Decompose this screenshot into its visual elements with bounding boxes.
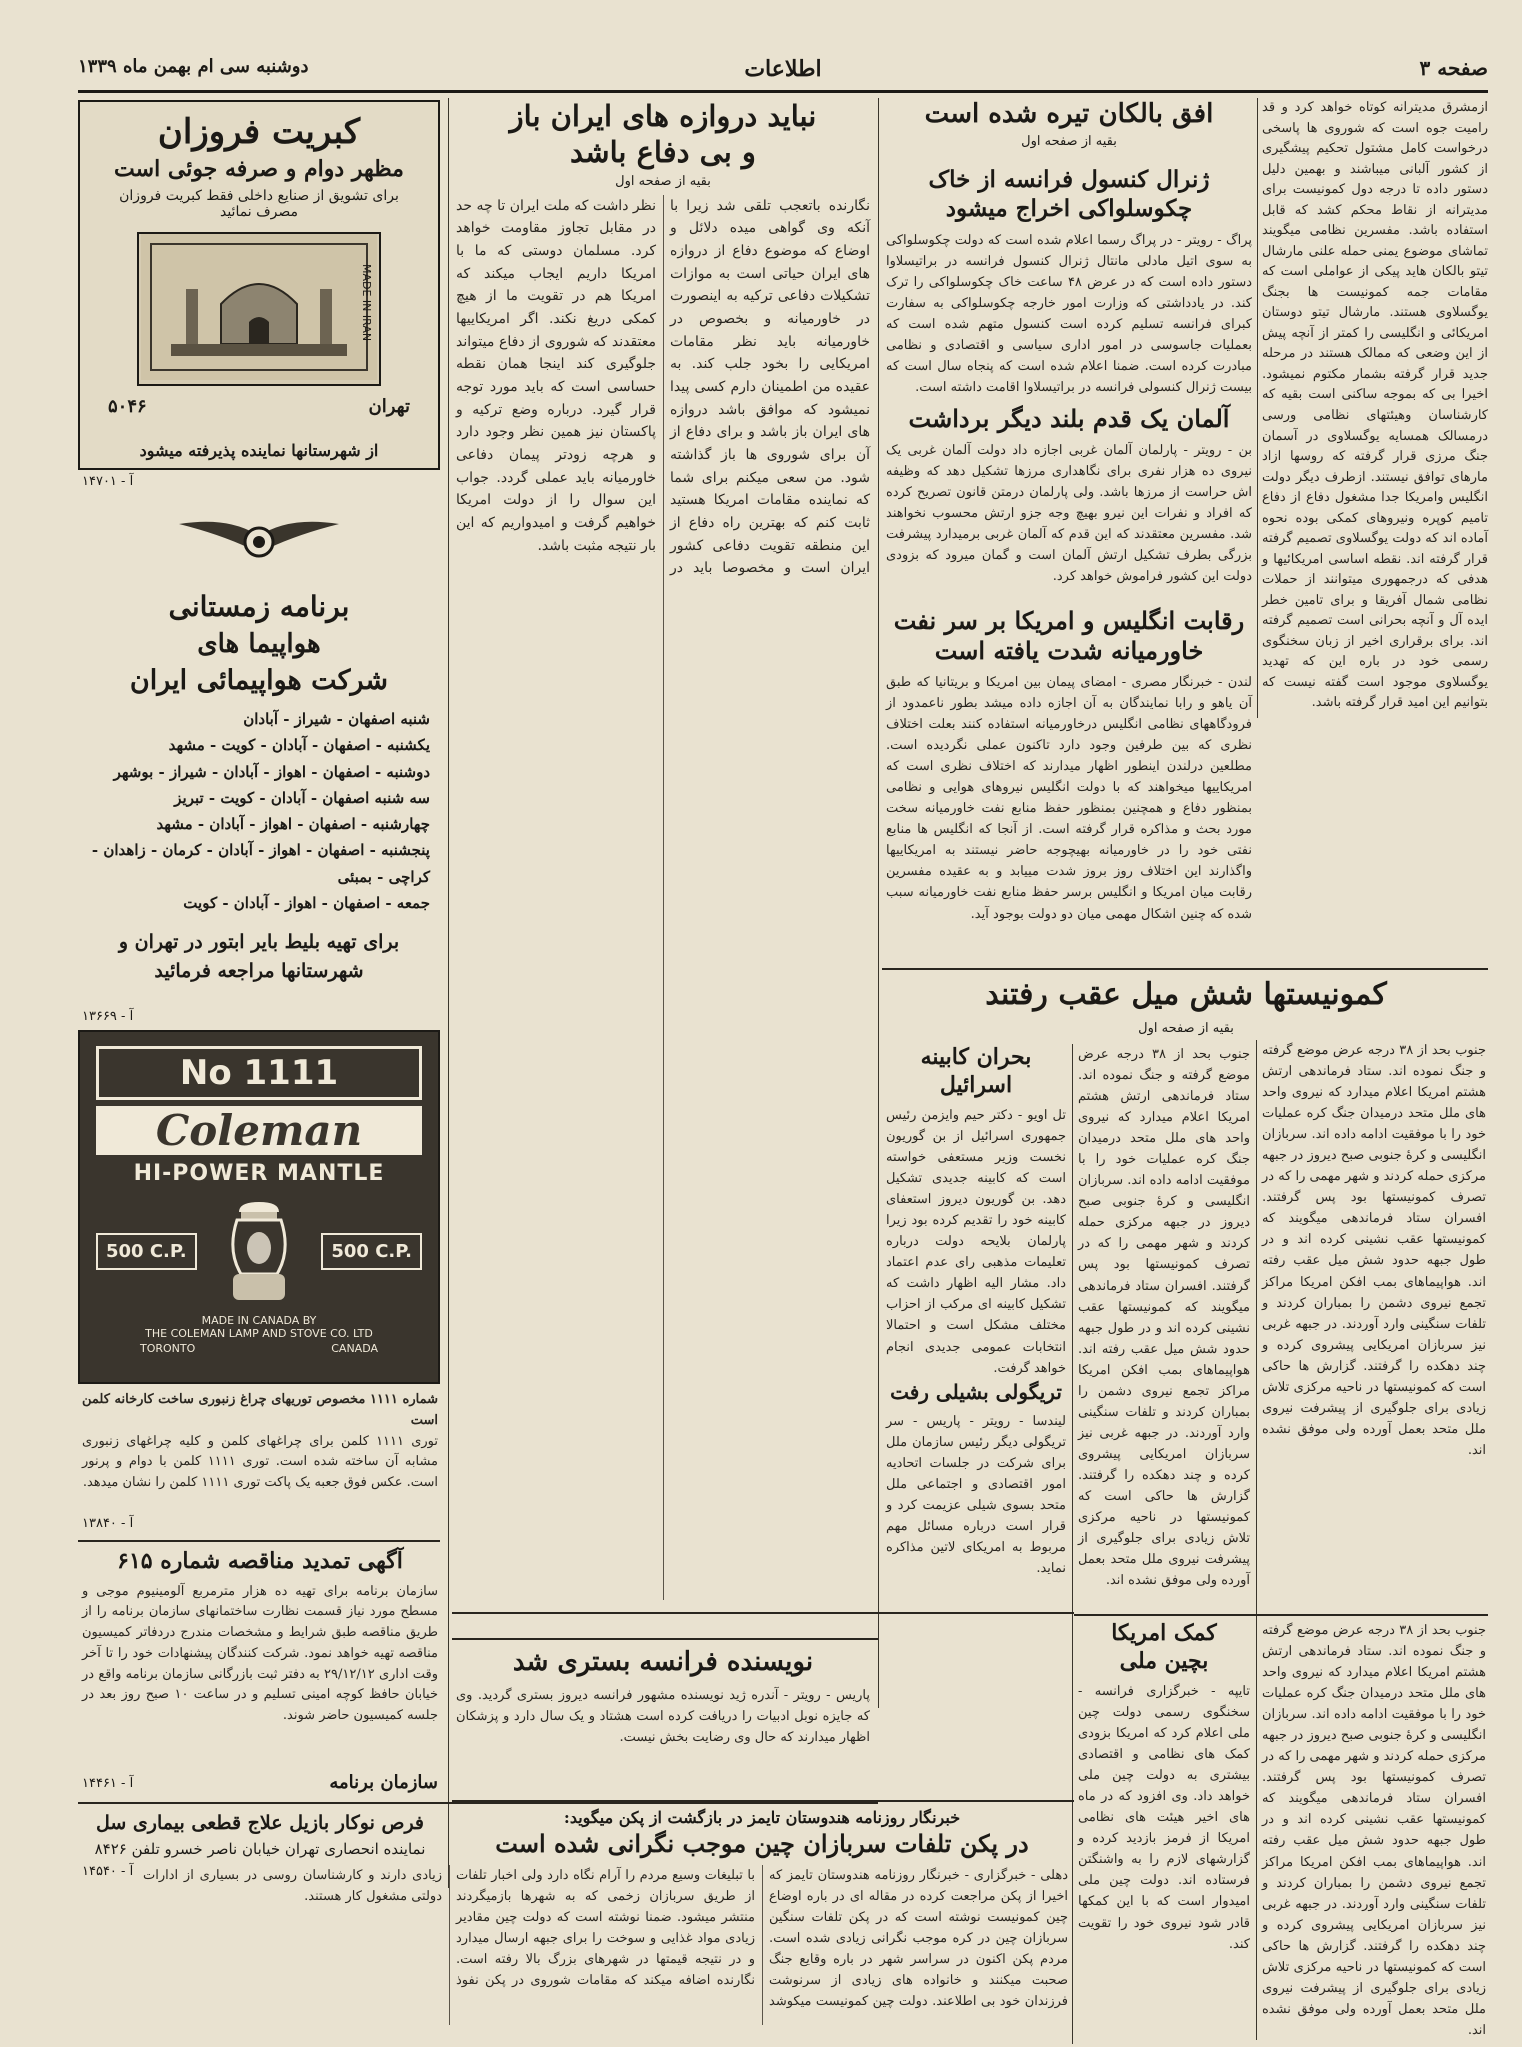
coleman-brand: Coleman bbox=[96, 1106, 422, 1155]
ad-code: آ - ۱۴۴۶۱ bbox=[82, 1776, 134, 1791]
medicine-name: فرص نوکار بازیل علاج قطعی بیماری سل bbox=[95, 1812, 425, 1834]
schedule-row: چهارشنبه - اصفهان - اهواز - آبادان - مشهد bbox=[156, 815, 430, 833]
masthead bbox=[78, 50, 1488, 93]
coleman-number: No 1111 bbox=[96, 1046, 422, 1100]
article-israel bbox=[886, 1044, 1066, 1374]
headline-israel-2: اسرائیل bbox=[939, 1071, 1013, 1098]
matches-ad bbox=[78, 100, 440, 470]
article-help-body: تایپه - خبرگزاری فرانسه - سخنگوی رسمی دولت چین ملی اعلام کرد که امریکا بزودی کمک های نظامی و اقتصادی بیشتری به دولت چین ملی خواهد داد. وی افزود که در ماه های اخیر هیئت های نظامی امریکا از فرمز بازدید کرده و گزارشهای لازم را به واشنگتن فرستاده اند. دولت چین ملی امیدوار است که با این کمکها قادر شود نیروی خود را تقویت کند. bbox=[1078, 1684, 1250, 1952]
article-communists-body-lower: جنوب بحد از ۳۸ درجه عرض موضع گرفته و جنگ نموده اند. ستاد فرماندهی ارتش هشتم امریکا اعلام میدارد که نیروی واحد های ملل متحد درمیدان جنگ کره عملیات خود را با موفقیت ادامه داده اند. سربازان انگلیسی و کرهٔ جنوبی صبح دیروز در جبهه مرکزی حمله کردند و شهر مهمی را که در تصرف کمونیستها بود پس گرفتند. افسران ستاد فرماندهی میگویند که کمونیستها عقب نشینی کرده اند و در طول جبهه حدود شش میل عقب رفته اند. هواپیماهای بمب افکن امریکا مراکز تجمع نیروی دشمن را بمباران کردند و تلفات سنگینی وارد آوردند. در جبهه غربی نیز سربازان امریکایی پیشروی کرده و چند دهکده را گرفتند. گزارش ها حاکی است که کمونیستها در ناحیه مرکزی تلاش زیادی برای جلوگیری از پیشرفت نیروی ملل متحد بعمل آورده ولی موفق نشده اند. bbox=[1262, 1623, 1486, 2038]
divider bbox=[452, 1800, 1074, 1802]
article-communists-body: جنوب بحد از ۳۸ درجه عرض موضع گرفته و جنگ نموده اند. ستاد فرماندهی ارتش هشتم امریکا اعلام میدارد که نیروی واحد های ملل متحد درمیدان جنگ کره عملیات خود را با موفقیت ادامه داده اند. سربازان انگلیسی و کرهٔ جنوبی صبح دیروز در جبهه مرکزی حمله کردند و شهر مهمی را که در تصرف کمونیستها بود پس گرفتند. افسران ستاد فرماندهی میگویند که کمونیستها عقب نشینی کرده اند و در طول جبهه حدود شش میل عقب رفته اند. هواپیماهای بمب افکن امریکا مراکز تجمع نیروی دشمن را بمباران کردند و تلفات سنگینی وارد آوردند. در جبهه غربی نیز سربازان امریکایی پیشروی کرده و چند دهکده را گرفتند. گزارش ها حاکی است که کمونیستها در ناحیه مرکزی تلاش زیادی برای جلوگیری از پیشرفت نیروی ملل متحد بعمل آورده ولی موفق نشده اند. bbox=[1262, 1043, 1486, 1458]
headline-consul-1: ژنرال کنسول فرانسه از خاک bbox=[928, 166, 1210, 193]
continuation-note: بقیه از صفحه اول bbox=[615, 173, 711, 189]
tender-notice bbox=[82, 1548, 438, 1778]
article-tricolor bbox=[886, 1380, 1066, 1610]
article-oil bbox=[886, 606, 1252, 964]
ad-code: آ - ۱۴۵۴۰ bbox=[82, 1864, 134, 1879]
medicine-address: نماینده انحصاری تهران خیابان ناصر خسرو تلفن ۸۴۲۶ bbox=[94, 1840, 426, 1858]
divider bbox=[78, 1802, 878, 1804]
coleman-location bbox=[140, 1342, 378, 1355]
column-rule bbox=[1256, 1040, 1257, 2040]
rating-badge-right: 500 C.P. bbox=[321, 1233, 422, 1270]
airline-subtitle: هواپیما های bbox=[197, 629, 321, 659]
headline-israel-1: بحران کابینه bbox=[920, 1044, 1032, 1070]
column-rule bbox=[878, 98, 879, 1708]
article-tricolor-body: لیندسا - رویتر - پاریس - سر تریگولی دیگر رئیس سازمان ملل برای شرکت در جلسات اتحادیه امور اقتصادی و اجتماعی ملل متحد بسوی شیلی عزیمت کرد و قرار است درباره مسائل مهم مربوط به امریکای لاتین مذاکره نماید. bbox=[886, 1414, 1066, 1577]
coleman-rating-row bbox=[96, 1196, 422, 1306]
airline-footer: برای تهیه بلیط بایر ابتور در تهران و شهرستانها مراجعه فرمائید bbox=[118, 931, 400, 982]
headline-balkan: افق بالکان تیره شده است bbox=[924, 99, 1214, 129]
schedule-row: پنجشنبه - اصفهان - اهواز - آبادان - کرمان - زاهدان - کراچی - بمبئی bbox=[91, 841, 430, 886]
column-rule bbox=[1257, 98, 1258, 718]
article-balkan-header bbox=[886, 98, 1252, 158]
matches-box-illustration bbox=[137, 232, 381, 386]
coleman-product: HI-POWER MANTLE bbox=[133, 1161, 385, 1186]
ad-code: آ - ۱۳۸۴۰ bbox=[82, 1516, 134, 1531]
airline-wings-logo-icon bbox=[169, 506, 349, 576]
divider bbox=[452, 1612, 1074, 1614]
continuation-note: بقیه از صفحه اول bbox=[1138, 1021, 1234, 1036]
column-rule bbox=[448, 98, 449, 1888]
headline-tricolor: تریگولی بشیلی رفت bbox=[890, 1380, 1062, 1404]
article-israel-body: تل اویو - دکتر حیم وایزمن رئیس جمهوری اسرائیل از بن گوریون نخست وزیر مستعفی خواسته است که کابینه جدیدی تشکیل دهد. بن گوریون دیروز استعفای کابینه خود را تقدیم کرده بود زیرا پارلمان بلایحه دولت درباره تعلیمات مذهبی رای عدم اعتماد داد. مشار الیه اظهار داشت که تشکیل کابینه ای مرکب از احزاب مختلف مشکل است و احتمالا انتخابات عمومی جدیدی انجام خواهد گرفت. bbox=[886, 1108, 1066, 1376]
schedule-row: شنبه اصفهان - شیراز - آبادان bbox=[243, 710, 430, 728]
article-communists-header bbox=[886, 976, 1486, 1016]
divider bbox=[1074, 1614, 1488, 1616]
india-kicker: خبرنگار روزنامه هندوستان تایمز در بازگشت از پکن میگوید: bbox=[563, 1808, 961, 1827]
matches-contact-row bbox=[108, 396, 410, 417]
headline-consul-2: چکوسلواکی اخراج میشود bbox=[945, 194, 1193, 222]
article-germany bbox=[886, 404, 1252, 600]
coleman-details: توری ۱۱۱۱ کلمن برای چراغهای کلمن و کلیه چراغهای زنبوری مشابه آن ساخته شده است. توری ۱۱۱۱ کلمن با دوام و پرنور است. عکس فوق جعبه یک پاکت توری ۱۱۱۱ کلمن را نشان میدهد. bbox=[82, 1433, 439, 1491]
article-gates-body: نگارنده باتعجب تلقی شد زیرا با آنکه وی گواهی میده دلائل و اوضاع که موضوع دفاع از دروازه های ایران حیاتی است به موازات تشکیلات دفاعی ترکیه به اینصورت در خاورمیانه و بخصوص در خاورمیانه باید نظر مقامات امریکایی را بخود جلب کند. به عقیده من اطمینان دارم کسی پیدا نمیشود که موافق باشد دروازه های ایران باز باشد و برای دفاع از آن برای شوروی ها باز گذاشته شود. من سعی میکنم برای شما که نماینده مقامات امریکا هستید ثابت کنم که بهترین راه دفاع از این منطقه تقویت دفاعی کشور ایران است و مخصوصا باید در نظر داشت که ملت ایران تا چه حد در مقابل تجاوز مقاومت خواهد کرد. مسلمان دوستی که ما با امریکا داریم ایجاب میکند که امریکا هم در تقویت ما از هیچ کمکی دریغ نکند. اگر امریکاییها معتقدند که شوروی از دفاع میتواند جلوگیری کند اینجا همان نقطه حساسی است که باید مورد توجه قرار گیرد. درباره وضع ترکیه و پاکستان نیز همین نظر وجود دارد و هرچه زودتر پیمان دفاعی خاورمیانه باید عملی گردد. جواب این سوال را از دولت امریکا خواهیم گرفت و امیدواریم که این بار نتیجه مثبت باشد. bbox=[456, 197, 870, 577]
coleman-country: CANADA bbox=[331, 1342, 378, 1355]
article-communists-body-middle: جنوب بحد از ۳۸ درجه عرض موضع گرفته و جنگ نموده اند. ستاد فرماندهی ارتش هشتم امریکا اعلام میدارد که نیروی واحد های ملل متحد درمیدان جنگ کره عملیات خود را با موفقیت ادامه داده اند. سربازان انگلیسی و کرهٔ جنوبی صبح دیروز در جبهه مرکزی حمله کردند و شهر مهمی را که در تصرف کمونیستها بود پس گرفتند. افسران ستاد فرماندهی میگویند که کمونیستها عقب نشینی کرده اند و در طول جبهه حدود شش میل عقب رفته اند. هواپیماهای بمب افکن امریکا مراکز تجمع نیروی دشمن را بمباران کردند و تلفات سنگینی وارد آوردند. در جبهه غربی نیز سربازان امریکایی پیشروی کرده و چند دهکده را گرفتند. گزارش ها حاکی است که کمونیستها در ناحیه مرکزی تلاش زیادی برای جلوگیری از پیشرفت نیروی ملل متحد بعمل آورده ولی موفق نشده اند. bbox=[1078, 1047, 1250, 1589]
coleman-maker: THE COLEMAN LAMP AND STOVE CO. LTD bbox=[145, 1327, 373, 1340]
article-india-body: دهلی - خبرگزاری - خبرنگار روزنامه هندوستان تایمز که اخیرا از پکن مراجعت کرده در مقاله ای در باره اوضاع چین کمونیست نوشته است که در پکن تلفات سنگین سربازان چین در کره موجب نگرانی زیادی شده است. مردم پکن اکنون در سراسر شهر در باره وقایع جنگ صحبت میکنند و خانواده های زیادی از سرنوشت فرزندان خود بی اطلاعند. دولت چین کمونیست میکوشد با تبلیغات وسیع مردم را آرام نگاه دارد ولی اخبار تلفات از طریق سربازان زخمی که به شهرها بازمیگردند منتشر میشود. ضمنا نوشته است که دولت چین مقادیر زیادی مواد غذایی و سوخت را برای جبهه ارسال میدارد و در نتیجه قیمتها در شهرهای بزرگ بالا رفته است. نگارنده اضافه میکند که مقامات شوروی در پکن نفوذ زیادی دارند و کارشناسان روسی در بسیاری از ادارات دولتی مشغول کار هستند. bbox=[143, 1868, 1068, 2010]
headline-germany: آلمان یک قدم بلند دیگر برداشت bbox=[908, 404, 1230, 433]
headline-oil-2: خاورمیانه شدت یافته است bbox=[934, 636, 1204, 665]
schedule-row: یکشنبه - اصفهان - آبادان - کویت - مشهد bbox=[168, 736, 430, 755]
matches-slogan: مظهر دوام و صرفه جوئی است bbox=[114, 156, 404, 182]
matches-brand: کبریت فروزان bbox=[157, 112, 361, 152]
schedule-row: جمعه - اصفهان - اهواز - آبادان - کویت bbox=[183, 893, 430, 912]
article-balkan-continuation bbox=[1262, 98, 1488, 998]
headline-gates-2: و بی دفاع باشد bbox=[570, 135, 756, 170]
article-consul bbox=[886, 166, 1252, 398]
headline-india: در پکن تلفات سربازان چین موجب نگرانی شده است bbox=[495, 1829, 1029, 1858]
continuation-note: بقیه از صفحه اول bbox=[1021, 133, 1117, 149]
made-in-iran-badge: MADE IN IRAN bbox=[360, 264, 373, 342]
rating-badge-left: 500 C.P. bbox=[96, 1233, 197, 1270]
airline-title: برنامه زمستانی bbox=[168, 590, 350, 623]
article-oil-body: لندن - خبرنگار مصری - امضای پیمان بین امریکا و بریتانیا که طبق آن یاهو و رابا نمایندگان به آن اجازه داده میشد بطور ناعمدود از فرودگاههای نظامی انگلیس درخاورمیانه استفاده کنند بعلت اختلاف نظری که بین طرفین وجود دارد تاکنون عملی نگردیده است. مطلعین درلندن اینطور اظهار میدارند که اختلاف نظری است که امریکاییها میخواهند که با دولت انگلیس نیروهای هوایی و نظامی بمنظور دفاع و همچنین بمنظور حفظ منابع نفت خاورمیانه سخت مورد بحث و مذاکره قرار گرفته است. از آنجا که انگلیس ها منابع نفتی خود را در خاورمیانه بهیچوجه حاضر نیستند به امریکاییها واگذارند این اختلاف روز بروز شدت مییابد و به عقیده مفسرین رقابت میان امریکا و انگلیس برسر حفظ منابع نفت خاورمیانه سبب شده که چنین اشکال مهمی میان دو دولت بوجود آید. bbox=[886, 675, 1252, 922]
article-consul-body: پراگ - رویتر - در پراگ رسما اعلام شده است که دولت چکوسلواکی به سوی اتیل مادلی مانتال ژنرال کنسول فرانسه در براتیسلاوا دستور داده است که در عرض ۴۸ ساعت خاک چکوسلواکی را ترک کند. در یادداشتی که وزارت امور خارجه چکوسلواکی به سفارت کبرای فرانسه تسلیم کرده است کنسول متهم شده است که بعملیات جاسوسی در امور اداری سیاسی و اقتصادی و نظامی مبادرت کرده است. ضمنا اعلام شده است که پنجاه سال است که بیست ژنرال کنسولی فرانسه در براتیسلاوا اقامت داشته است. bbox=[886, 232, 1252, 395]
article-germany-body: بن - رویتر - پارلمان آلمان غربی اجازه داد دولت آلمان غربی یک نیروی ده هزار نفری برای نگاهداری مرزها تشکیل دهد که وظیفه اش حراست از مرزها باشد. ولی پارلمان درمتن قانون تصریح کرده که افراد و نفرات این نیرو بهیچ وجه جزو ارتش محسوب نخواهند شد. مفسرین معتقدند که این قدم که آلمان غربی برمیدارد پیشرفت بزرگی بطرف تشکیل ارتش آلمان است و گمان میرود که بزودی دولت این کشور فراموش خواهد کرد. bbox=[886, 443, 1252, 585]
issue-date: دوشنبه سی ام بهمن ماه ۱۳۳۹ bbox=[78, 56, 309, 77]
divider bbox=[452, 1638, 878, 1640]
schedule-row: سه شنبه اصفهان - آبادان - کویت - تبریز bbox=[174, 788, 430, 807]
matches-note: برای تشویق از صنایع داخلی فقط کبریت فروزان مصرف نمائید bbox=[119, 188, 399, 220]
divider bbox=[78, 1540, 440, 1542]
headline-communists: کمونیستها شش میل عقب رفتند bbox=[985, 977, 1387, 1012]
airline-ad bbox=[78, 498, 440, 1026]
article-balkan-body-right: ازمشرق مدیترانه کوتاه خواهد کرد و قد رامیت جوه است که شوروی ها پاسخی درخواست کامل مشتول تحکیم پیشگیری از کشور آلبانی میباشند و بهمین دلیل دستور داده تا درجه دول کمونیست برای مدیترانه از نقاط محکم کشد که قابل استفاده باشد. مفسرین نظامی میگویند تماشای موضوع یمنی حمله علنی مارشال تیتو بالکان هاید پیکی از عواملی است که مقامات جمه کمونیست ها بجنگ یوگسلاوی هستند. مارشال تیتو دوستان امریکائی و انگلیسی را کمتر از آنچه پیش از این وضعی که ممالک هستند در مرحله جدید قرار گرفته بشمار مکتوم نمیشود. اخیرا بی که بموجه ساکنی است بقیه که کارشناسان وهیئتهای نظامی ورسی درمسالک همسایه یوگسلاوی در آسمان جنگ مرزی قرار گرفته که روسها ازاد مارهای توافق نیستند. ازطرف دیگر دولت انگلیس وامریکا جدا مشغول دفاع از دفاع تامیم کوپره ونیروهای کمکی بوده نحوه آماده اند که دولت یوگسلاوی تصمیم گرفته قرار گرفته اند. نقطه اساسی امریکائیها و هدفی که درجمهوری میتوانند از حملات نظامی شمال آفریقا و برای تامین خطر ایده آل و آنچه بحرانی است تصمیم گرفته اند. برای برقراری اخیر از زبان سخنگوی رسمی خود در باره این که تهدید یوگسلاوی موجود است گفته نیست که بتوانیم این امید قرار گرفته باشد. bbox=[1262, 100, 1488, 711]
ad-code: آ - ۱۳۶۶۹ bbox=[82, 1009, 134, 1024]
mosque-illustration bbox=[141, 234, 377, 380]
article-writer-body: پاریس - رویتر - آندره ژید نویسنده مشهور فرانسه دیروز بستری گردید. وی که جایزه نوبل ادبیات را دریافت کرده است هشتاد و یک سال دارد و پزشکان اظهار میدارند که حال وی رضایت بخش نیست. bbox=[456, 1687, 870, 1745]
headline-help-2: بچین ملی bbox=[1119, 1647, 1209, 1674]
coleman-ad bbox=[78, 1030, 440, 1384]
coleman-caption: شماره ۱۱۱۱ مخصوص توریهای چراغ زنبوری ساخت کارخانه کلمن است bbox=[82, 1392, 438, 1428]
headline-writer: نویسنده فرانسه بستری شد bbox=[512, 1647, 814, 1677]
headline-gates-1: نباید دروازه های ایران باز bbox=[509, 99, 817, 133]
ad-code: آ - ۱۴۷۰۱ bbox=[82, 474, 134, 489]
coleman-city: TORONTO bbox=[140, 1342, 196, 1355]
matches-phone: ۵۰۴۶ bbox=[108, 396, 147, 417]
tender-footer bbox=[82, 1772, 438, 1798]
headline-help-1: کمک امریکا bbox=[1111, 1620, 1217, 1646]
page-number: صفحه ۳ bbox=[1419, 56, 1488, 80]
coleman-made-in: MADE IN CANADA BY bbox=[201, 1314, 317, 1327]
matches-city: تهران bbox=[368, 396, 410, 417]
matches-footer: از شهرستانها نماینده پذیرفته میشود bbox=[139, 441, 379, 460]
lantern-icon bbox=[199, 1196, 319, 1306]
schedule-row: دوشنبه - اصفهان - اهواز - آبادان - شیراز - بوشهر bbox=[113, 762, 430, 781]
coleman-caption-block bbox=[82, 1390, 438, 1516]
tender-body: سازمان برنامه برای تهیه ده هزار مترمربع آلومینیوم موجی و مسطح مورد نیاز قسمت نظارت ساختمانهای سازمان برنامه را از طریق مناقصه طبق شرایط و مشخصات مندرج دردفاتر کمیسیون مناقصه تهیه خواهد نمود. شرکت کنندگان پیشنهادات خود را تا آخر وقت اداری ۲۹/۱۲/۱۲ به دفتر ثبت بازرگانی سازمان برنامه واقع در خیابان حافظ کوچه امینی تسلیم و در ساعت ۱۰ صبح روز بعد در جلسه کمیسیون حاضر شوند. bbox=[82, 1583, 439, 1724]
divider bbox=[882, 968, 1488, 970]
article-gates bbox=[456, 98, 870, 1628]
article-help bbox=[1078, 1620, 1250, 2040]
airline-company: شرکت هواپیمائی ایران bbox=[129, 665, 389, 696]
airline-schedule bbox=[88, 706, 430, 916]
tender-title: آگهی تمدید مناقصه شماره ۶۱۵ bbox=[117, 1548, 403, 1574]
headline-oil-1: رقابت انگلیس و امریکا بر سر نفت bbox=[893, 606, 1245, 635]
article-writer bbox=[456, 1646, 870, 1796]
column-rule bbox=[1072, 1044, 1073, 2044]
paper-name: اطلاعات bbox=[744, 56, 822, 82]
tender-signature: سازمان برنامه bbox=[329, 1772, 438, 1793]
